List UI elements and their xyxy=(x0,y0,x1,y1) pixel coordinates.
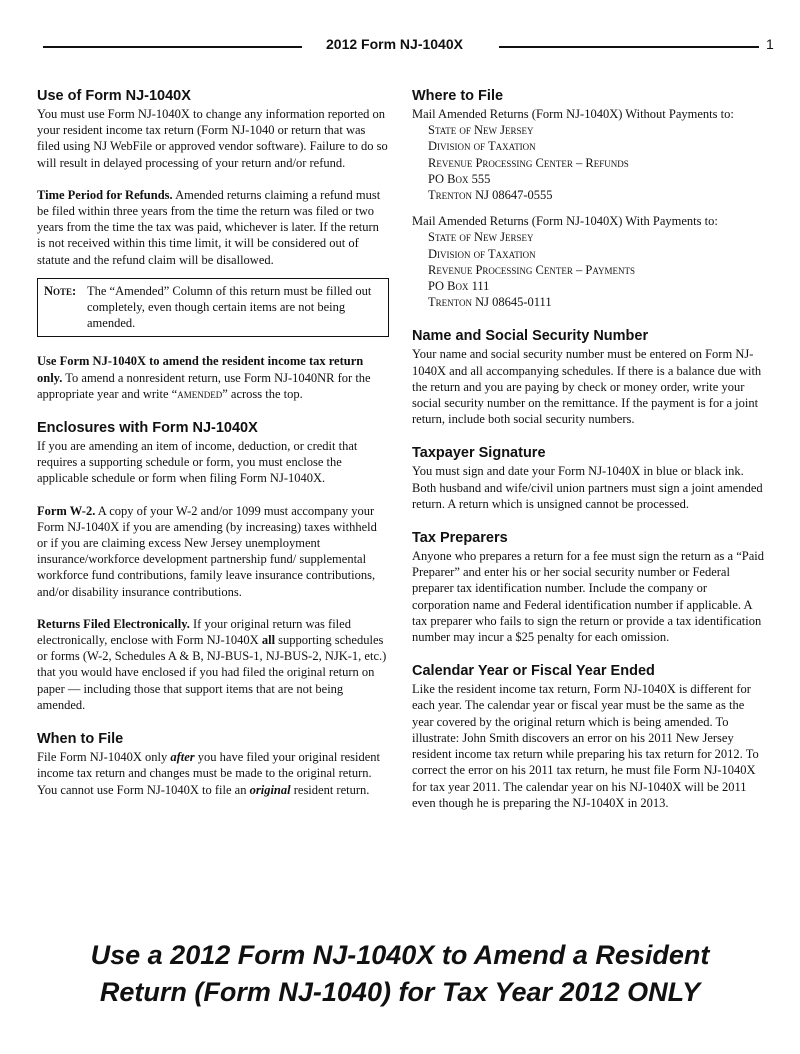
note-label: Note: xyxy=(44,283,77,298)
use-of-form-text: You must use Form NJ-1040X to change any information reported on your resident income tax return (Form NJ-1040 or return that was filed using NJ WebFile or approved vendor software). Failure to do so will result in delayed processing of your return and/or refund. xyxy=(37,107,388,170)
when-to-file-heading: When to File xyxy=(37,731,124,748)
page-number: 1 xyxy=(766,36,774,52)
payment-mail-intro: Mail Amended Returns (Form NJ-1040X) With Payments to: xyxy=(412,214,718,229)
right-column xyxy=(412,87,764,811)
amend-resident-paragraph xyxy=(37,353,389,402)
when-text-1: File Form NJ-1040X only xyxy=(37,750,171,765)
address-line: Revenue Processing Center – Payments xyxy=(428,262,635,277)
footer-tagline-line-1: Use a 2012 Form NJ-1040X to Amend a Resident xyxy=(90,940,710,970)
calendar-year-heading: Calendar Year or Fiscal Year Ended xyxy=(412,663,655,680)
enclosures-text: If you are amending an item of income, deduction, or credit that requires a supporting schedule or form, you must enclose the applicable schedule or form when filing Form NJ-1040X. xyxy=(37,439,358,486)
electronic-text-1: If your original return was filed electronically, enclose with Form NJ-1040X xyxy=(37,616,351,648)
when-after: after xyxy=(170,750,195,765)
when-text-2: you have filed your original resident income tax return and changes must be made to the original return. You cannot use Form NJ-1040X to file an xyxy=(37,750,381,797)
where-to-file-heading: Where to File xyxy=(412,88,504,104)
tax-preparers-heading: Tax Preparers xyxy=(412,530,508,547)
header-rule-right xyxy=(499,46,759,48)
payment-address xyxy=(412,229,764,310)
w2-paragraph xyxy=(37,503,389,600)
enclosures-heading: Enclosures with Form NJ-1040X xyxy=(37,420,258,437)
signature-heading: Taxpayer Signature xyxy=(412,445,546,462)
amended-word: amended xyxy=(177,386,223,401)
amend-text-1: To amend a nonresident return, use Form NJ-1040NR for the appropriate year and write “ xyxy=(37,370,371,401)
amend-resident-lead: Use Form NJ-1040X to amend the resident income tax return only. xyxy=(37,354,364,385)
address-line: State of New Jersey xyxy=(428,230,534,245)
electronic-all: all xyxy=(261,633,276,648)
time-period-lead: Time Period for Refunds. xyxy=(37,187,173,202)
when-original: original xyxy=(249,782,291,797)
refund-address xyxy=(412,122,764,203)
signature-text: You must sign and date your Form NJ-1040X in blue or black ink. Both husband and wife/civil union partners must sign a joint amended return. A return which is unsigned cannot be processed. xyxy=(412,464,763,511)
address-line: Division of Taxation xyxy=(428,246,536,261)
address-line: PO Box 555 xyxy=(428,171,491,186)
electronic-lead: Returns Filed Electronically. xyxy=(37,616,190,631)
electronic-text-2: supporting schedules or forms (W-2, Schedules A & B, NJ-BUS-1, NJ-BUS-2, NJK-1, etc.) that you would have enclosed if you had filed the original return on paper — including those that support items that are not being amended. xyxy=(37,633,387,712)
address-line: Revenue Processing Center – Refunds xyxy=(428,155,629,170)
left-column xyxy=(37,87,389,798)
address-line: PO Box 111 xyxy=(428,279,490,294)
ssn-heading: Name and Social Security Number xyxy=(412,328,649,345)
header-rule-left xyxy=(43,46,302,48)
time-period-paragraph xyxy=(37,187,389,268)
form-title: 2012 Form NJ-1040X xyxy=(326,36,463,52)
time-period-text: Amended returns claiming a refund must be filed within three years from the time the return was filed or two years from the time the tax was paid, whichever is later. If the return is not received within this time limit, it will be considered out of statute and the refund claim will be disallowed. xyxy=(37,187,381,267)
use-of-form-heading: Use of Form NJ-1040X xyxy=(37,88,191,104)
note-text: The “Amended” Column of this return must be filled out completely, even though certain items are not being amended. xyxy=(87,283,372,331)
electronic-paragraph xyxy=(37,616,389,713)
when-to-file-text xyxy=(37,749,389,798)
address-line: Trenton NJ 08645-0111 xyxy=(428,295,552,310)
tax-preparers-text: Anyone who prepares a return for a fee must sign the return as a “Paid Preparer” and enter his or her social security number or Federal preparer tax identification number. Include the company or corporation name and Federal identification number if applicable. A tax preparer who fails to sign the return or provide a tax identification number may incur a $25 penalty for each omission. xyxy=(412,549,764,645)
note-box xyxy=(37,278,389,338)
when-text-3: resident return. xyxy=(290,782,370,797)
address-line: State of New Jersey xyxy=(428,123,534,138)
w2-lead: Form W-2. xyxy=(37,503,96,518)
address-line: Trenton NJ 08647-0555 xyxy=(428,188,553,203)
address-line: Division of Taxation xyxy=(428,139,536,154)
amend-text-2: ” across the top. xyxy=(222,386,303,401)
calendar-year-text: Like the resident income tax return, Form NJ-1040X is different for each year. The calendar year or fiscal year must be the same as the year covered by the original return which is being amended. To illustrate: John Smith discovers an error on his 2011 New Jersey resident income tax return while preparing his tax return for 2012. To correct the error on his 2011 tax return, he must file Form NJ-1040X for tax year 2011. The calendar year on his NJ-1040X will be 2011 even though he is preparing the NJ-1040X in 2013. xyxy=(412,682,759,810)
ssn-text: Your name and social security number must be entered on Form NJ-1040X and all accompanying schedules. If there is a balance due with the return and you are paying by check or money order, write your social security number on the remittance. If the payment is for a joint return, include both social security numbers. xyxy=(412,347,762,427)
w2-text: A copy of your W-2 and/or 1099 must accompany your Form NJ-1040X if you are amending (by increasing) taxes withheld or if you are claiming excess New Jersey unemployment insurance/workforce development partnership fund/ supplemental workforce fund contributions, family leave insurance contributions, and/or disability insurance contributions. xyxy=(37,503,377,599)
refund-mail-intro: Mail Amended Returns (Form NJ-1040X) Without Payments to: xyxy=(412,107,734,121)
footer-tagline-line-2: Return (Form NJ-1040) for Tax Year 2012 ONLY xyxy=(99,977,701,1007)
